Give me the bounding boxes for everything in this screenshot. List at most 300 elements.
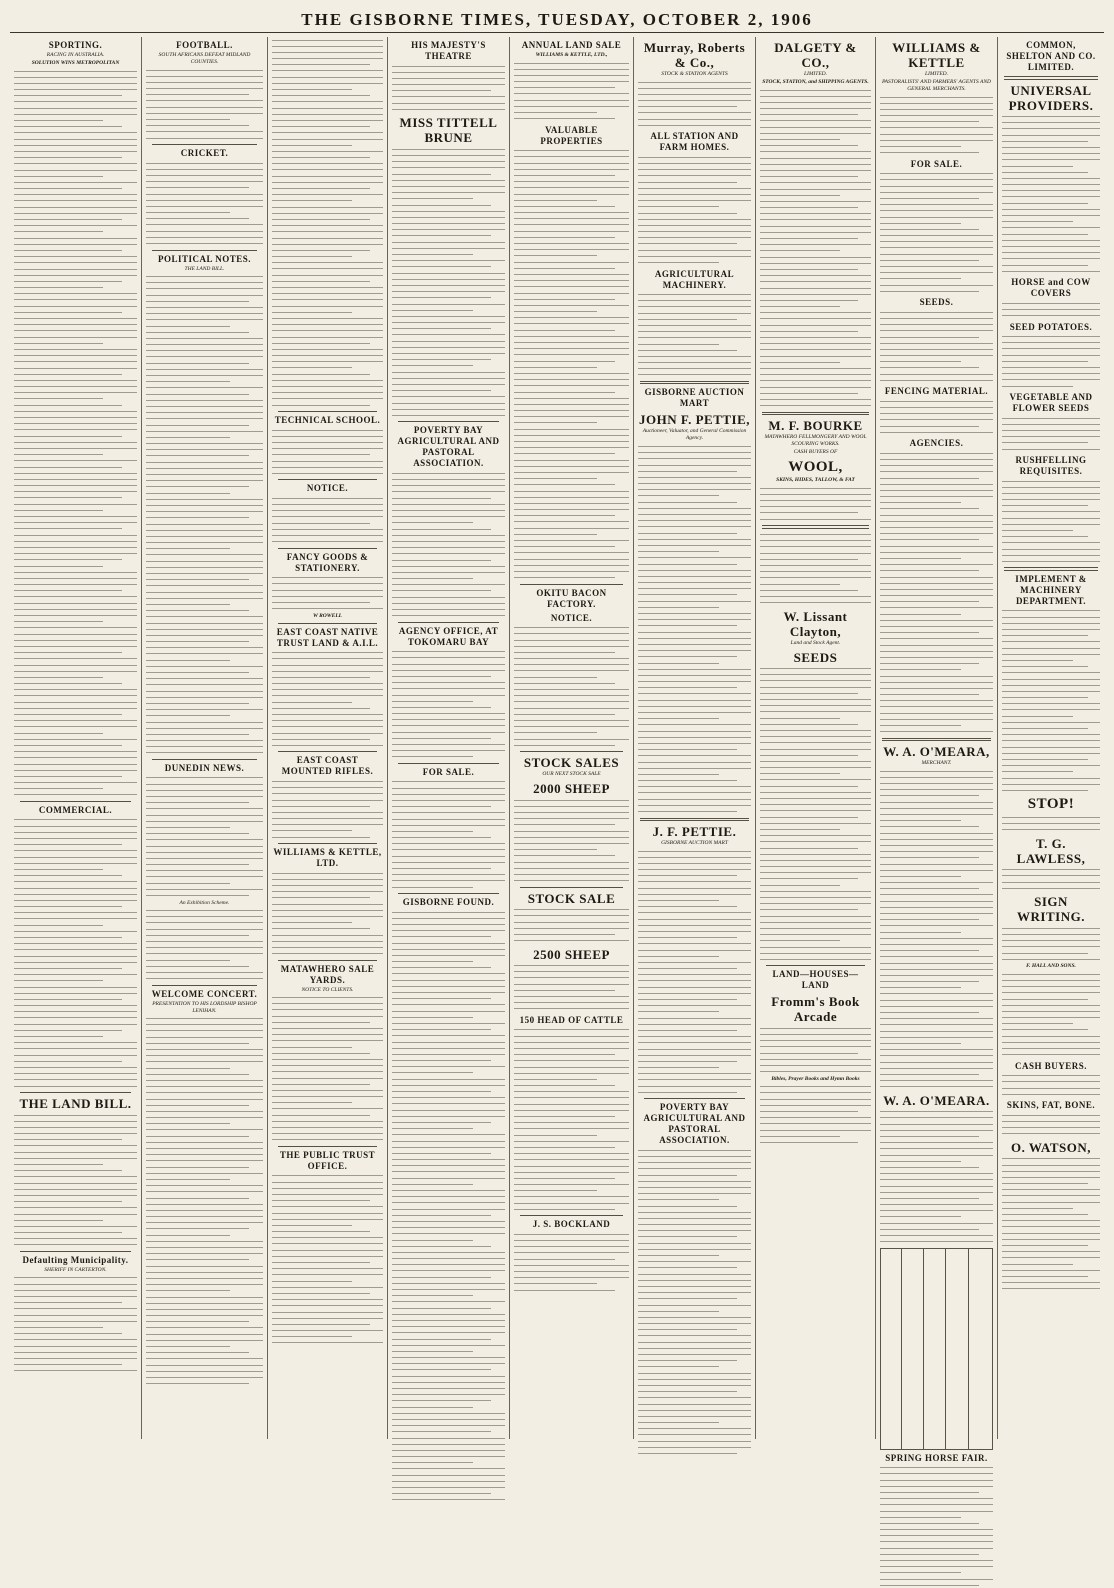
text-line <box>880 630 979 636</box>
ad-murray-roberts-intro <box>638 79 751 128</box>
text-line <box>14 718 137 724</box>
text-line <box>392 940 505 946</box>
text-line <box>146 800 249 806</box>
text-line <box>146 292 263 298</box>
text-line <box>760 864 871 870</box>
text-line <box>514 222 629 228</box>
text-line <box>14 978 103 984</box>
text-line <box>760 335 871 341</box>
text-line <box>272 62 370 68</box>
text-line <box>1002 814 1100 820</box>
text-line <box>760 919 871 925</box>
text-line <box>514 160 629 166</box>
text-line <box>14 118 103 124</box>
text-line <box>146 976 263 982</box>
text-line <box>1002 262 1088 268</box>
text-line <box>146 1053 263 1059</box>
text-line <box>1002 509 1100 515</box>
column-4 <box>388 37 510 1439</box>
text-line <box>272 291 383 297</box>
text-line <box>14 724 137 730</box>
text-line <box>392 495 491 501</box>
text-line <box>638 456 751 462</box>
text-line <box>1002 157 1100 163</box>
text-line <box>514 568 629 574</box>
text-line <box>14 1046 137 1052</box>
text-line <box>760 956 871 962</box>
text-line <box>514 1107 629 1113</box>
heading-annual-land-sale: ANNUAL LAND SALE <box>521 40 622 50</box>
text-line <box>14 371 122 377</box>
text-line <box>146 1275 263 1281</box>
text-line <box>14 1217 103 1223</box>
text-line <box>638 216 751 222</box>
text-line <box>14 1199 122 1205</box>
text-line <box>638 691 751 697</box>
text-line <box>14 365 137 371</box>
text-line <box>272 828 352 834</box>
text-line <box>272 390 383 396</box>
text-line <box>272 1125 383 1131</box>
omeara-merchant: MERCHANT. <box>921 760 952 767</box>
text-line <box>760 403 871 409</box>
text-line <box>392 959 473 965</box>
text-line <box>392 1398 491 1404</box>
text-line <box>638 1166 751 1172</box>
text-line <box>638 580 751 586</box>
text-line <box>638 1009 719 1015</box>
text-line <box>880 469 993 475</box>
text-line <box>272 371 370 377</box>
text-line <box>14 674 103 680</box>
text-line <box>760 99 871 105</box>
text-line <box>514 346 629 352</box>
cattle-150: 150 HEAD OF CATTLE <box>519 1014 624 1025</box>
fromm-bibles: Bibles, Prayer Books and Hymn Books <box>771 1075 860 1082</box>
text-line <box>392 1082 505 1088</box>
text-line <box>638 753 751 759</box>
text-line <box>392 344 505 350</box>
text-line <box>146 304 263 310</box>
text-line <box>638 474 751 480</box>
text-line <box>514 463 629 469</box>
text-line <box>146 920 263 926</box>
article-dunedin-body <box>146 775 263 899</box>
text-line <box>638 679 751 685</box>
text-line <box>760 752 858 758</box>
text-line <box>880 398 993 404</box>
subheading-presentation: PRESENTATION TO HIS LORDSHIP BISHOP LENIHAN. <box>152 1000 257 1014</box>
text-line <box>760 727 871 733</box>
text-line <box>392 754 473 760</box>
text-line <box>14 167 137 173</box>
heading-horse-cow-covers: HORSE and COW COVERS <box>1011 277 1091 299</box>
text-line <box>1002 645 1100 651</box>
text-line <box>514 575 615 581</box>
text-line <box>514 290 629 296</box>
sheep-2500: 2500 SHEEP <box>533 946 610 962</box>
text-line <box>638 524 751 530</box>
text-line <box>14 1205 137 1211</box>
text-line <box>880 359 961 365</box>
text-line <box>392 576 473 582</box>
text-line <box>14 93 122 99</box>
text-line <box>514 457 629 463</box>
text-line <box>146 682 263 688</box>
text-line <box>392 1460 473 1466</box>
text-line <box>146 1189 263 1195</box>
text-line <box>514 370 629 376</box>
text-line <box>392 394 505 400</box>
text-line <box>760 353 871 359</box>
text-line <box>14 681 122 687</box>
subheading-south-africans: SOUTH AFRICANS DEFEAT MIDLAND COUNTIES. <box>158 52 251 65</box>
text-line <box>514 975 629 981</box>
text-line <box>146 1077 263 1083</box>
text-line <box>1002 225 1100 231</box>
text-line <box>272 216 370 222</box>
text-line <box>760 211 871 217</box>
text-line <box>638 1077 751 1083</box>
text-line <box>392 952 505 958</box>
text-line <box>1002 1280 1100 1286</box>
text-line <box>272 951 383 957</box>
text-line <box>638 778 737 784</box>
ad-mounted-rifles <box>272 778 383 840</box>
text-line <box>146 608 249 614</box>
text-line <box>514 1151 629 1157</box>
text-line <box>638 347 737 353</box>
text-line <box>392 971 505 977</box>
text-line <box>760 1133 840 1139</box>
text-line <box>146 1350 249 1356</box>
text-line <box>514 377 629 383</box>
text-line <box>760 569 871 575</box>
text-line <box>14 817 137 823</box>
text-line <box>146 496 263 502</box>
text-line <box>392 785 505 791</box>
text-line <box>272 334 383 340</box>
text-line <box>392 1373 505 1379</box>
text-line <box>272 272 383 278</box>
text-line <box>760 882 840 888</box>
text-line <box>1002 534 1088 540</box>
text-line <box>638 1401 751 1407</box>
text-line <box>760 783 858 789</box>
text-line <box>880 836 993 842</box>
text-line <box>146 92 249 98</box>
text-line <box>392 276 505 282</box>
text-line <box>514 668 629 674</box>
text-line <box>146 453 249 459</box>
text-line <box>14 575 137 581</box>
text-line <box>880 1239 993 1245</box>
text-line <box>272 1063 383 1069</box>
text-line <box>760 839 871 845</box>
text-line <box>392 202 491 208</box>
text-line <box>760 254 871 260</box>
text-line <box>392 673 491 679</box>
text-line <box>880 251 993 257</box>
text-line <box>638 1420 719 1426</box>
text-line <box>14 483 137 489</box>
text-line <box>880 972 993 978</box>
text-line <box>392 264 491 270</box>
text-line <box>14 1337 137 1343</box>
text-line <box>392 196 473 202</box>
text-line <box>392 183 505 189</box>
text-line <box>638 493 719 499</box>
text-line <box>146 546 230 552</box>
text-line <box>14 643 137 649</box>
text-line <box>514 699 629 705</box>
text-line <box>14 563 103 569</box>
text-line <box>514 1070 629 1076</box>
text-line <box>638 784 751 790</box>
text-line <box>14 984 137 990</box>
text-line <box>14 860 137 866</box>
text-line <box>760 297 858 303</box>
text-line <box>1002 633 1088 639</box>
text-line <box>1002 1079 1100 1085</box>
text-line <box>392 1367 491 1373</box>
text-line <box>392 82 505 88</box>
text-line <box>1002 427 1100 433</box>
text-line <box>14 1223 137 1229</box>
heading-fencing-material: FENCING MATERIAL. <box>884 386 989 397</box>
text-line <box>760 186 871 192</box>
text-line <box>392 1157 505 1163</box>
text-line <box>272 427 383 433</box>
text-line <box>638 316 737 322</box>
text-line <box>638 759 751 765</box>
text-line <box>638 623 737 629</box>
text-line <box>880 144 961 150</box>
text-line <box>1002 950 1088 956</box>
text-line <box>14 736 137 742</box>
text-line <box>392 1225 505 1231</box>
text-line <box>272 495 383 501</box>
text-line <box>1002 769 1073 775</box>
text-line <box>760 217 871 223</box>
text-line <box>146 1071 249 1077</box>
text-line <box>392 1163 505 1169</box>
text-line <box>392 538 505 544</box>
text-line <box>14 223 137 229</box>
text-line <box>514 234 615 240</box>
text-line <box>146 428 263 434</box>
text-line <box>14 1162 103 1168</box>
text-line <box>392 921 505 927</box>
text-line <box>146 210 230 216</box>
text-line <box>514 656 629 662</box>
text-line <box>146 280 263 286</box>
ad-pettie-body <box>638 443 751 814</box>
text-line <box>880 824 979 830</box>
text-line <box>760 851 871 857</box>
text-line <box>14 1071 137 1077</box>
text-line <box>272 87 352 93</box>
text-line <box>638 898 719 904</box>
text-line <box>880 1115 993 1121</box>
text-line <box>14 334 137 340</box>
text-line <box>14 241 137 247</box>
text-line <box>1002 996 1088 1002</box>
text-line <box>272 148 383 154</box>
text-line <box>146 738 263 744</box>
text-line <box>1002 1224 1100 1230</box>
text-line <box>146 1263 263 1269</box>
text-line <box>1002 1073 1100 1079</box>
text-line <box>880 923 993 929</box>
text-line <box>1002 1187 1100 1193</box>
text-line <box>638 685 737 691</box>
text-line <box>272 687 383 693</box>
text-line <box>14 916 137 922</box>
text-line <box>880 257 979 263</box>
text-line <box>146 397 263 403</box>
text-line <box>638 1046 751 1052</box>
text-line <box>880 929 961 935</box>
text-line <box>880 698 993 704</box>
text-line <box>14 656 137 662</box>
text-line <box>14 941 137 947</box>
text-line <box>514 931 615 937</box>
text-line <box>880 177 993 183</box>
text-line <box>146 707 263 713</box>
text-line <box>14 1174 137 1180</box>
text-line <box>14 600 137 606</box>
text-line <box>760 124 871 130</box>
text-line <box>880 729 993 735</box>
text-line <box>392 1447 505 1453</box>
text-line <box>514 1138 629 1144</box>
text-line <box>14 68 137 74</box>
text-line <box>146 416 263 422</box>
text-line <box>272 1131 383 1137</box>
text-line <box>1002 1261 1073 1267</box>
text-line <box>146 484 249 490</box>
text-line <box>146 1374 263 1380</box>
text-line <box>760 1056 871 1062</box>
heading-theatre: HIS MAJESTY'S THEATRE <box>411 40 486 61</box>
text-line <box>638 360 751 366</box>
text-line <box>514 1244 629 1250</box>
text-line <box>392 667 505 673</box>
text-line <box>638 966 737 972</box>
text-line <box>272 1315 383 1321</box>
text-line <box>272 508 383 514</box>
text-line <box>272 179 383 185</box>
text-line <box>1002 787 1088 793</box>
text-line <box>392 717 505 723</box>
text-line <box>760 223 871 229</box>
text-line <box>392 996 491 1002</box>
text-line <box>14 854 137 860</box>
text-line <box>272 870 383 876</box>
text-line <box>1002 1052 1100 1058</box>
text-line <box>1002 682 1100 688</box>
text-line <box>146 317 263 323</box>
ad-fromm-body <box>760 1025 871 1074</box>
text-line <box>14 829 137 835</box>
text-line <box>146 1183 263 1189</box>
text-line <box>638 185 751 191</box>
text-line <box>880 245 993 251</box>
text-line <box>514 531 597 537</box>
text-line <box>392 909 505 915</box>
text-line <box>760 242 871 248</box>
text-line <box>638 530 737 536</box>
text-line <box>146 1282 263 1288</box>
text-line <box>146 713 230 719</box>
text-line <box>638 941 751 947</box>
text-line <box>146 373 263 379</box>
text-line <box>392 153 505 159</box>
text-line <box>514 834 629 840</box>
text-line <box>638 341 719 347</box>
text-line <box>272 365 352 371</box>
text-line <box>880 106 993 112</box>
text-line <box>638 997 737 1003</box>
text-line <box>514 302 629 308</box>
text-line <box>14 427 137 433</box>
text-line <box>760 538 871 544</box>
text-line <box>392 866 491 872</box>
text-line <box>146 1034 263 1040</box>
text-line <box>514 828 629 834</box>
dalgety-limited: LIMITED. <box>803 71 828 77</box>
text-line <box>880 1582 979 1588</box>
text-line <box>272 328 383 334</box>
text-line <box>146 104 263 110</box>
text-line <box>638 1444 751 1450</box>
text-line <box>880 1465 993 1471</box>
text-line <box>272 68 383 74</box>
text-line <box>146 725 263 731</box>
text-line <box>14 297 137 303</box>
text-line <box>392 63 505 69</box>
text-line <box>146 1108 263 1114</box>
text-line <box>638 904 737 910</box>
text-line <box>1002 639 1100 645</box>
text-line <box>1002 756 1088 762</box>
text-line <box>760 820 871 826</box>
text-line <box>392 946 505 952</box>
text-line <box>14 309 122 315</box>
ad-theatre-intro <box>392 63 505 112</box>
heading-political-notes: POLITICAL NOTES. <box>157 253 252 264</box>
text-line <box>760 378 871 384</box>
text-line <box>146 862 249 868</box>
text-line <box>638 978 751 984</box>
text-line <box>14 897 137 903</box>
text-line <box>272 56 383 62</box>
sheep-2000: 2000 SHEEP <box>533 781 610 797</box>
text-line <box>272 1019 370 1025</box>
text-line <box>392 1311 505 1317</box>
text-line <box>514 1188 597 1194</box>
text-line <box>514 72 629 78</box>
text-line <box>146 166 263 172</box>
text-line <box>392 797 505 803</box>
text-line <box>1002 676 1100 682</box>
text-line <box>272 93 370 99</box>
text-line <box>392 1045 505 1051</box>
text-line <box>514 1064 629 1070</box>
text-line <box>880 429 993 435</box>
text-line <box>638 1160 751 1166</box>
